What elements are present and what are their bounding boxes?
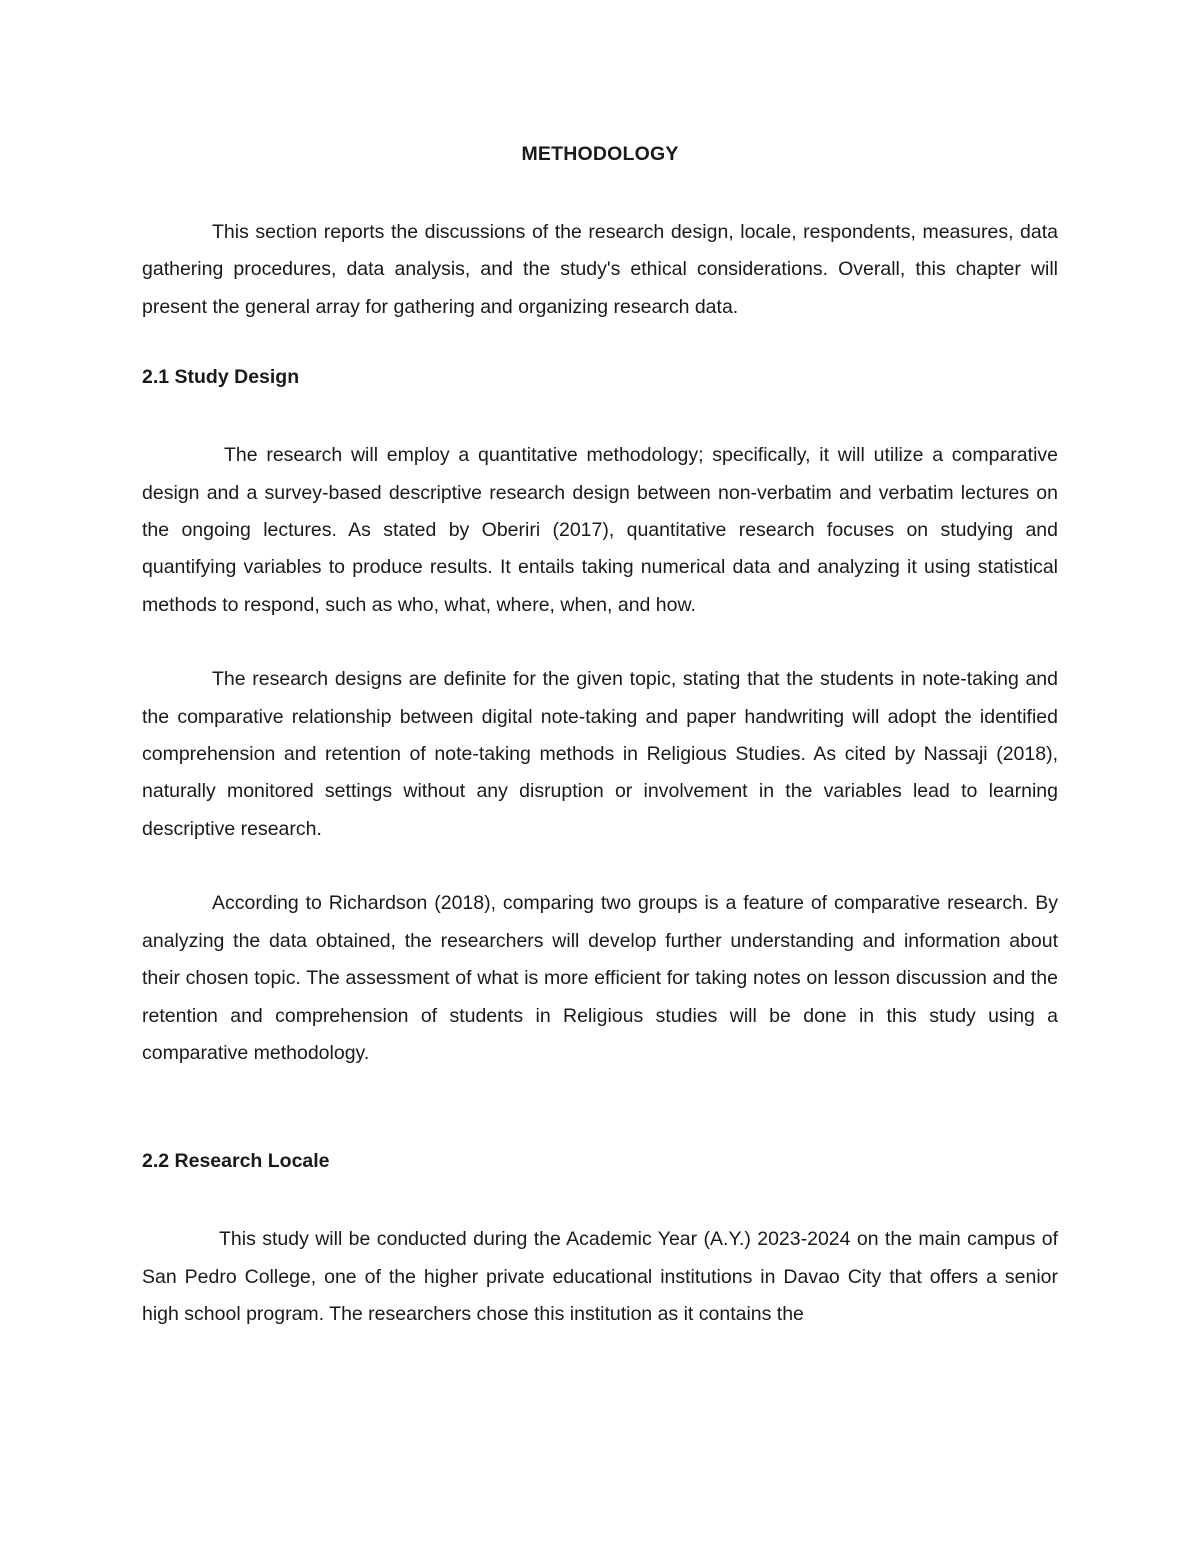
document-body (142, 140, 1058, 1371)
research-locale-paragraph-1: This study will be conducted during the Academic Year (A.Y.) 2023-2024 on the main campus of San Pedro College, one of the higher private educational institutions in Davao City that offers a senior high school program. The researchers chose this institution as it contains the (142, 1228, 1058, 1326)
study-design-paragraph-1: The research will employ a quantitative methodology; specifically, it will utilize a comparative design and a survey-based descriptive research design between non-verbatim and verbatim lectures on the ongoing lectures. As stated by Oberiri (2017), quantitative research focuses on studying and quantifying variables to produce results. It entails taking numerical data and analyzing it using statistical methods to respond, such as who, what, where, when, and how. (142, 444, 1058, 616)
section-heading-study-design: 2.1 Study Design (142, 366, 300, 389)
study-design-paragraph-2: The research designs are definite for the given topic, stating that the students in note-taking and the comparative relationship between digital note-taking and paper handwriting will adopt the identified comprehension and retention of note-taking methods in Religious Studies. As cited by Nassaji (2018), naturally monitored settings without any disruption or involvement in the variables lead to learning descriptive research. (142, 668, 1058, 840)
intro-paragraph: This section reports the discussions of the research design, locale, respondents, measures, data gathering procedures, data analysis, and the study's ethical considerations. Overall, this chapter will present the general array for gathering and organizing research data. (142, 221, 1058, 318)
section-spacer (142, 1109, 1058, 1147)
study-design-paragraph-3: According to Richardson (2018), comparing two groups is a feature of comparative research. By analyzing the data obtained, the researchers will develop further understanding and information about their chosen topic. The assessment of what is more efficient for taking notes on lesson discussion and the retention and comprehension of students in Religious studies will be done in this study using a comparative methodology. (142, 892, 1058, 1064)
section-heading-research-locale: 2.2 Research Locale (142, 1150, 330, 1173)
page-title: METHODOLOGY (521, 143, 679, 165)
